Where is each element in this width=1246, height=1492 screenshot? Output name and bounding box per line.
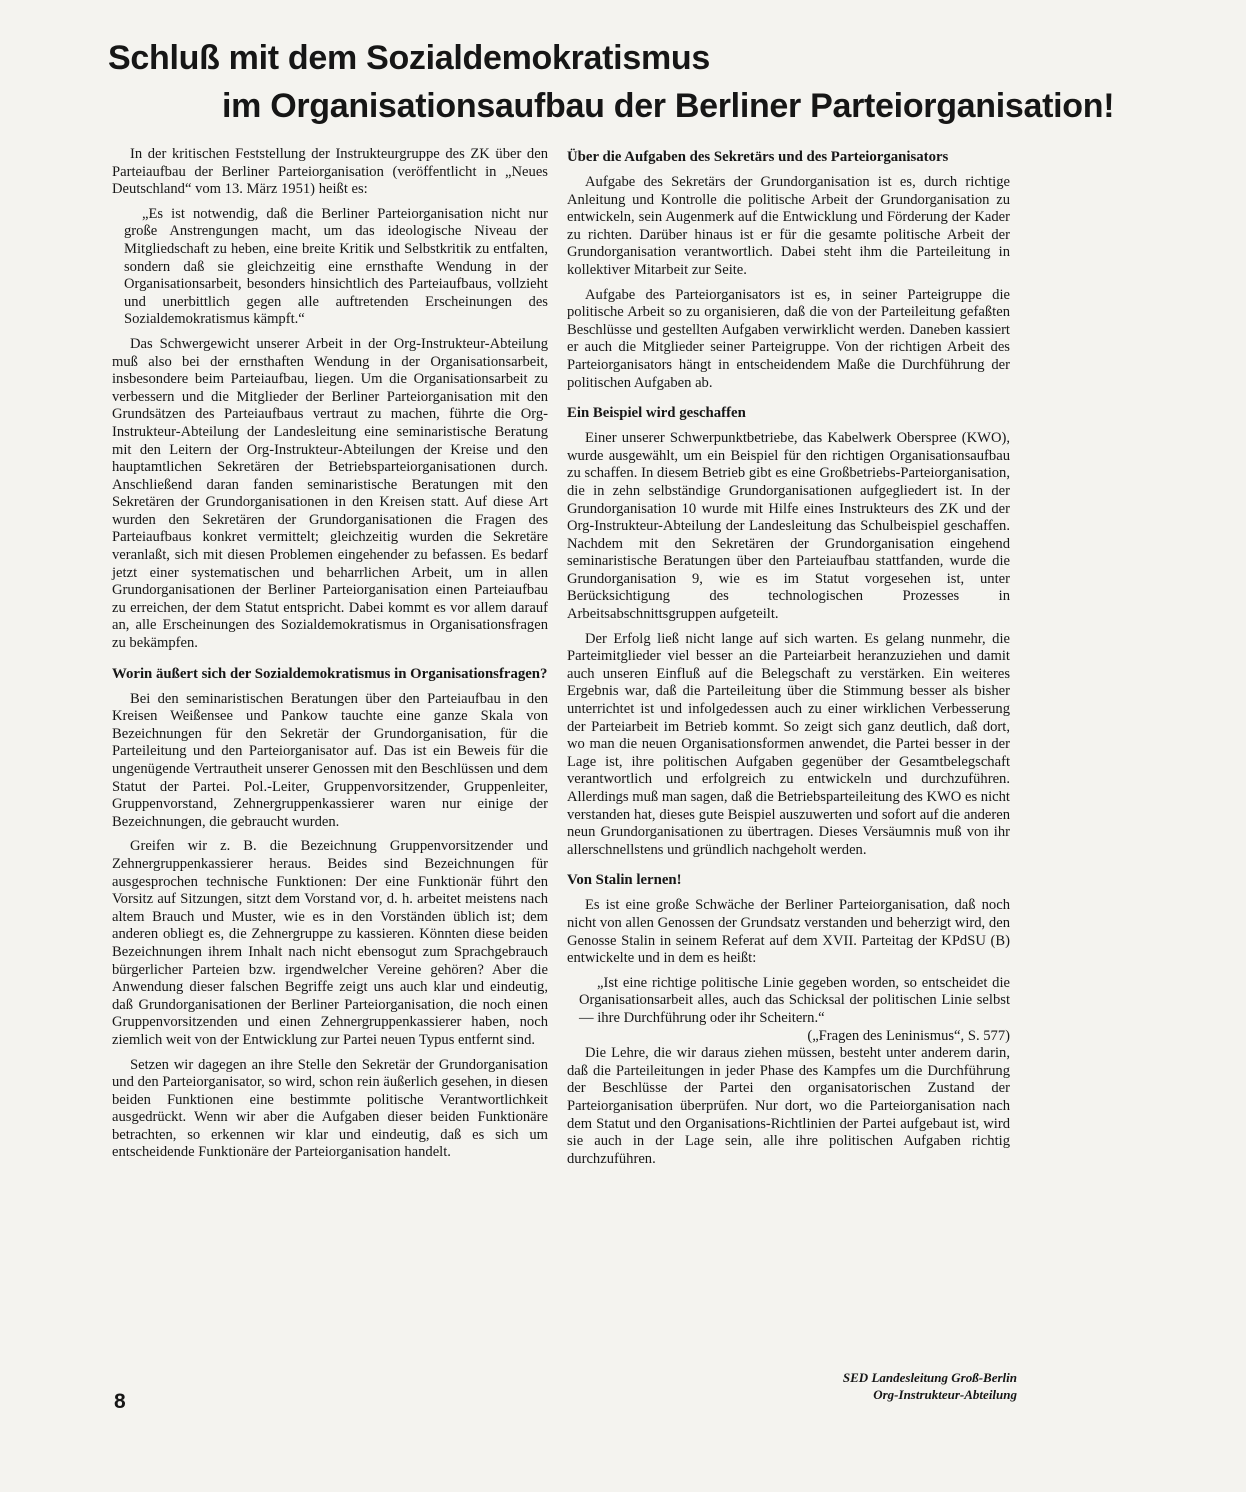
- instrukteur-quote: „Es ist notwendig, daß die Berliner Parteiorganisation nicht nur große Anstrengungen macht, um das ideologische Niveau der Mitgliedschaft zu heben, eine breite Kritik und Selbstkritik zu entfalten, sondern daß sie gleichzeitig eine ernsthafte Wendung in der Organisationsarbeit, besonders hinsichtlich des Parteiaufbaus, vollzieht und unerbittlich gegen alle auftretenden Erscheinungen des Sozialdemokratismus kämpft.“: [124, 205, 548, 328]
- body-paragraph: Die Lehre, die wir daraus ziehen müssen, besteht unter anderem darin, daß die Parteileitungen in jeder Phase des Kampfes um die Durchführung der Beschlüsse der Partei den organisatorischen Zustand der Parteiorganisation überprüfen. Nur dort, wo die Parteiorganisation nach dem Statut und den Organisations-Richtlinien der Partei aufgebaut ist, wird sie auch in der Lage sein, alle ihre politischen Aufgaben richtig durchzuführen.: [567, 1045, 1010, 1167]
- body-paragraph: Bei den seminaristischen Beratungen über den Parteiaufbau in den Kreisen Weißensee und Pankow tauchte eine ganze Skala von Bezeichnungen für den Sekretär der Grundorganisation, für die Parteileitung und den Parteiorganisator auf. Das ist ein Beweis für die ungenügende Vertrautheit unserer Genossen mit den Beschlüssen und dem Statut der Partei. Pol.-Leiter, Gruppenvorsitzender, Gruppenleiter, Gruppenvorstand, Zehnergruppenkassierer waren nur einige der Bezeichnungen, die gebraucht wurden.: [112, 690, 548, 830]
- page-number: 8: [114, 1390, 126, 1413]
- section-heading-beispiel: Ein Beispiel wird geschaffen: [567, 405, 746, 422]
- headline-line-2: im Organisationsaufbau der Berliner Parteiorganisation!: [222, 87, 1115, 125]
- stalin-quote-text: „Ist eine richtige politische Linie gegeben worden, so entscheidet die Organisationsarbeit alles, auch das Schicksal der politischen Linie selbst — ihre Durchführung oder ihr Scheitern.“: [579, 974, 1010, 1026]
- body-paragraph: Setzen wir dagegen an ihre Stelle den Sekretär der Grundorganisation und den Parteiorganisator, so wird, schon rein äußerlich gesehen, in diesen beiden Funktionen eine bestimmte politische Verantwortlichkeit ausgedrückt. Wenn wir aber die Aufgaben dieser beiden Funktionäre betrachten, so erkennen wir klar und eindeutig, daß es sich um entscheidende Funktionäre der Parteiorganisation handelt.: [112, 1056, 548, 1161]
- body-paragraph: Einer unserer Schwerpunktbetriebe, das Kabelwerk Oberspree (KWO), wurde ausgewählt, um ein Beispiel für den richtigen Organisationsaufbau zu schaffen. In diesem Betrieb gibt es eine Großbetriebs-Parteiorganisation, die in zehn selbständige Grundorganisationen aufgegliedert ist. In der Grundorganisation 10 wurde mit Hilfe eines Instrukteurs des ZK und der Org-Instrukteur-Abteilung der Landesleitung das Schulbeispiel geschaffen. Nachdem mit den Sekretären der Grundorganisation eingehend seminaristische Beratungen über den Parteiaufbau stattfanden, wurde die Grundorganisation 9, wie es im Statut vorgesehen ist, unter Berücksichtigung des technologischen Prozesses in Arbeitsabschnittsgruppen aufgeteilt.: [567, 430, 1010, 623]
- section-heading-aufgaben: Über die Aufgaben des Sekretärs und des Parteiorganisators: [567, 149, 949, 165]
- quote-source: („Fragen des Leninismus“, S. 577): [807, 1027, 1010, 1044]
- signature-line-1: SED Landesleitung Groß-Berlin: [842, 1370, 1017, 1385]
- headline-line-1: Schluß mit dem Sozialdemokratismus: [108, 39, 710, 77]
- intro-paragraph: In der kritischen Feststellung der Instrukteurgruppe des ZK über den Parteiaufbau der Berliner Parteiorganisation (veröffentlicht in „Neues Deutschland“ vom 13. März 1951) heißt es:: [112, 146, 548, 198]
- right-column: [567, 146, 1010, 1175]
- section-heading-stalin: Von Stalin lernen!: [567, 872, 682, 889]
- body-paragraph: Das Schwergewicht unserer Arbeit in der Org-Instrukteur-Abteilung muß also bei der ernsthaften Wendung in der Organisationsarbeit, insbesondere beim Parteiaufbau, liegen. Um die Organisationsarbeit zu verbessern und die Mitglieder der Berliner Parteiorganisation mit den Grundsätzen des Parteiaufbaus vertraut zu machen, führte die Org-Instrukteur-Abteilung der Landesleitung eine seminaristische Beratung mit den Leitern der Org-Instrukteur-Abteilungen der Kreise und den hauptamtlichen Sekretären der Betriebsparteiorganisationen durch. Anschließend daran fanden seminaristische Beratungen mit den Sekretären der Grundorganisationen in den Kreisen statt. Auf diese Art wurden den Sekretären der Grundorganisationen die Fragen des Parteiaufbaus konkret vermittelt; gleichzeitig wurden die Sekretäre veranlaßt, sich mit diesen Problemen eingehender zu befassen. Es bedarf jetzt einer systematischen und beharrlichen Arbeit, um in allen Grundorganisationen der Berliner Parteiorganisation einen Parteiaufbau zu erreichen, der dem Statut entspricht. Dabei kommt es vor allem darauf an, alle Erscheinungen des Sozialdemokratismus in Organisationsfragen zu bekämpfen.: [112, 335, 548, 652]
- body-paragraph: Der Erfolg ließ nicht lange auf sich warten. Es gelang nunmehr, die Parteimitglieder viel besser an die Parteiarbeit heranzuziehen und damit auch unseren Einfluß auf die Belegschaft zu verstärken. Ein weiteres Ergebnis war, daß die Parteileitung über die Stimmung besser als bisher unterrichtet ist und infolgedessen auch zu einer wirklichen Verbesserung der Parteiarbeit im Betrieb kommt. So zeigt sich ganz deutlich, daß dort, wo man die neuen Organisationsformen anwendet, die Partei besser in der Lage ist, ihre politischen Aufgaben gegenüber der Gesamtbelegschaft verantwortlich und erfolgreich zu entwickeln und durchzuführen. Allerdings muß man sagen, daß die Betriebsparteileitung des KWO es nicht verstanden hat, dieses gute Beispiel auszuwerten und sofort auf die anderen neun Grundorganisationen zu übertragen. Dieses Versäumnis muß von ihr allerschnellstens und gründlich nachgeholt werden.: [567, 630, 1010, 858]
- body-paragraph: Aufgabe des Parteiorganisators ist es, in seiner Parteigruppe die politische Arbeit so zu organisieren, daß die von der Parteileitung gefaßten Beschlüsse und gestellten Aufgaben verwirklicht werden. Daneben kassiert er auch die Mitglieder seiner Parteigruppe. Von der richtigen Arbeit des Parteiorganisators hängt in entscheidendem Maße die Durchführung der politischen Aufgaben ab.: [567, 286, 1010, 391]
- body-paragraph: Greifen wir z. B. die Bezeichnung Gruppenvorsitzender und Zehnergruppenkassierer heraus. Beides sind Bezeichnungen für ausgesprochen technische Funktionen: Der eine Funktionär führt den Vorsitz auf Sitzungen, sitzt dem Vorstand vor, d. h. arbeitet meistens nach altem Brauch und Muster, wie es in den Vorständen üblich ist; dem anderen obliegt es, die Zehnergruppe zu kassieren. Könnten diese beiden Bezeichnungen ihrem Inhalt nach nicht ebensogut zum Sprachgebrauch bürgerlicher Parteien bzw. irgendwelcher Vereine gehören? Aber die Anwendung dieser falschen Begriffe zeigt uns auch klar und eindeutig, daß Grundorganisationen der Berliner Parteiorganisation, die noch einen Gruppenvorsitzenden und einen Zehnergruppenkassierer haben, noch ziemlich weit von der Entwicklung zur Partei neuen Typus entfernt sind.: [112, 838, 548, 1048]
- left-column: [112, 146, 548, 1169]
- body-paragraph: Es ist eine große Schwäche der Berliner Parteiorganisation, daß noch nicht von allen Genossen der Grundsatz verstanden und beherzigt wird, den Genosse Stalin in seinem Referat auf dem XVII. Parteitag der KPdSU (B) entwickelte und in dem es heißt:: [567, 897, 1010, 967]
- section-heading-sozialdemokratismus: Worin äußert sich der Sozialdemokratismus in Organisationsfragen?: [112, 665, 548, 682]
- stalin-quote: [579, 974, 1010, 1044]
- signature-line-2: Org-Instrukteur-Abteilung: [873, 1387, 1017, 1402]
- signature: [812, 1369, 1017, 1403]
- body-paragraph: Aufgabe des Sekretärs der Grundorganisation ist es, durch richtige Anleitung und Kontrolle die politische Arbeit der Grundorganisation zu entwickeln, sein Augenmerk auf die Entwicklung und Förderung der Kader zu richten. Darüber hinaus ist er für die gesamte politische Arbeit der Grundorganisation verantwortlich. Dabei steht ihm die Parteileitung in kollektiver Mitarbeit zur Seite.: [567, 174, 1010, 278]
